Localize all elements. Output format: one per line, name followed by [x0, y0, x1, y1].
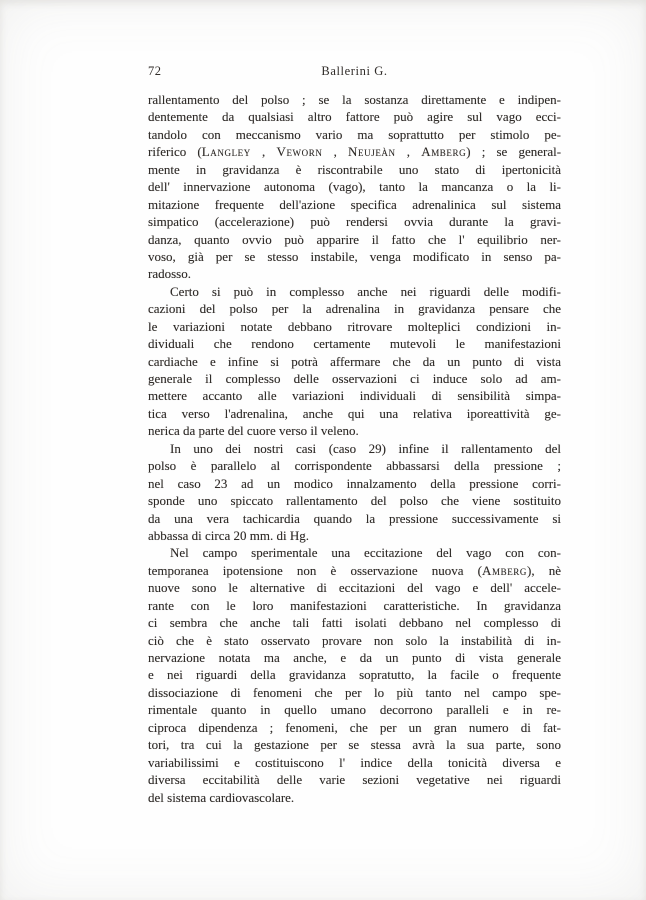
text-line: ci sembra che anche tali fatti isolati debbano nel complesso di [148, 615, 561, 631]
text-line: rimentale quanto in quello umano decorrono paralleli e in re- [148, 702, 561, 718]
text-line: cazioni del polso per la adrenalina in gravidanza pensare che [148, 301, 561, 317]
text-line: nerica da parte del cuore verso il veleno. [148, 423, 359, 439]
text-line: variabilissimi e costituiscono l' indice della tonicità diversa e [148, 754, 561, 770]
text-line: mente in gravidanza è riscontrabile uno stato di ipertonicità [148, 161, 561, 177]
text-line: temporanea ipotensione non è osservazione nuova (Amberg), nè [148, 562, 562, 578]
running-header: Ballerini G. [321, 64, 388, 78]
page-number: 72 [148, 64, 162, 78]
text-line: dentemente da qualsiasi altro fattore può agire sul vago ecci- [148, 109, 561, 125]
text-line: dissociazione di fenomeni che per lo più tanto nel campo spe- [148, 684, 561, 700]
text-line: Nel campo sperimentale una eccitazione del vago con con- [170, 545, 561, 561]
text-line: ciproca dipendenza ; fenomeni, che per un gran numero di fat- [148, 719, 561, 735]
body-text [148, 91, 561, 806]
text-line: cardiache e infine si potrà affermare che da un punto di vista [148, 353, 561, 369]
text-line: tandolo con meccanismo vario ma soprattutto per stimolo pe- [148, 126, 561, 142]
author-name-smallcaps: Amberg [421, 144, 467, 160]
text-line: polso è parallelo al corrispondente abbassarsi della pressione ; [148, 458, 561, 474]
text-line: simpatico (accelerazione) può rendersi ovvia durante la gravi- [148, 214, 561, 230]
text-line: ciò che è stato osservato provare non solo la instabilità di in- [148, 632, 561, 648]
text-line: Certo si può in complesso anche nei riguardi delle modifi- [170, 283, 561, 299]
author-name-smallcaps: Veworn [276, 144, 323, 160]
text-line: dell' innervazione autonoma (vago), tanto la mancanza o la li- [148, 179, 561, 195]
text-line: nel caso 23 ad un modico innalzamento della pressione corri- [148, 475, 561, 491]
text-line: voso, già per se stesso instabile, venga modificato in senso pa- [148, 248, 561, 264]
text-line: le variazioni notate debbano ritrovare molteplici condizioni in- [148, 318, 561, 334]
text-line: sponde uno spiccato rallentamento del polso che viene sostituito [148, 493, 561, 509]
author-name-smallcaps: Langley [201, 144, 251, 160]
text-line: danza, quanto ovvio può apparire il fatto che l' equilibrio ner- [148, 231, 561, 247]
page-header [148, 64, 561, 80]
author-name-smallcaps: Amberg [482, 562, 527, 578]
text-line: nervazione notata ma anche, e da un punto di vista generale [148, 650, 561, 665]
author-name-smallcaps: Neujeàn [348, 144, 396, 160]
text-line: rallentamento del polso ; se la sostanza direttamente e indipen- [148, 92, 561, 107]
text-line: tica verso l'adrenalina, anche qui una relativa iporeattività ge- [148, 405, 561, 421]
text-line: rante con le loro manifestazioni caratteristiche. In gravidanza [148, 597, 561, 613]
text-line: abbassa di circa 20 mm. di Hg. [148, 527, 310, 543]
text-line: nuove sono le alternative di eccitazioni del vago e dell' accele- [148, 580, 561, 596]
text-line: In uno dei nostri casi (caso 29) infine il rallentamento del [170, 440, 561, 456]
text-line: da una vera tachicardia quando la pressione successivamente si [148, 510, 561, 526]
text-line: diversa eccitabilità delle varie sezioni vegetative nei riguardi [148, 772, 561, 788]
text-line: riferico (Langley , Veworn , Neujeàn , Amberg) ; se general- [148, 144, 562, 160]
text-line: e nei riguardi della gravidanza sopratutto, la facile o frequente [148, 667, 561, 683]
text-line: tori, tra cui la gestazione per se stessa avrà la sua parte, sono [148, 737, 561, 753]
text-line: dividuali che rendono certamente mutevoli le manifestazioni [148, 336, 561, 352]
text-line: radosso. [148, 266, 191, 282]
text-line: mettere accanto alle variazioni individuali di sensibilità simpa- [148, 388, 561, 404]
text-line: mitazione frequente dell'azione specifica adrenalinica sul sistema [148, 196, 561, 212]
text-line: del sistema cardiovascolare. [148, 789, 295, 805]
text-line: generale il complesso delle osservazioni ci induce solo ad am- [148, 371, 561, 386]
